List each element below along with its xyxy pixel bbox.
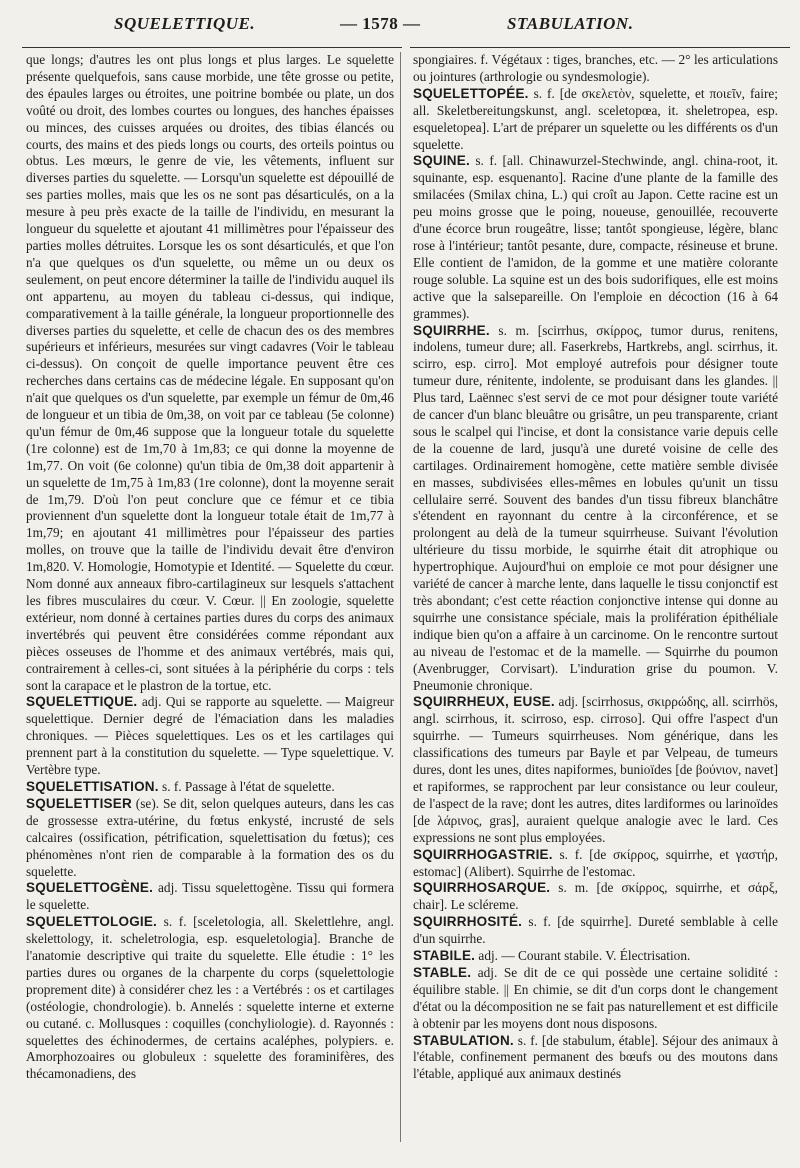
entry-headword: SQUIRRHOGASTRIE. (413, 846, 553, 862)
entry-body: que longs; d'autres les ont plus longs et plus larges. Le squelette présente quelquefois, sans cause morbide, une tête grosse ou petite, des épaules larges ou étroites, une poitrine bombée ou plate, un dos voûté ou droit, des lombes courtes ou longues, des hanches épaisses ou minces, des cuisses arquées ou droites, des tibias élancés ou courts, des mains et des pieds longs ou courts, des orteils pointus ou obtus. Les mœurs, le genre de vie, les vêtements, influent sur diverses parties du squelette. — Lorsqu'un squelette est dépouillé de ses parties molles, mais que les os ne sont pas désarticulés, on a la mesure à peu près exacte de la taille de l'individu, en mesurant la longueur du squelette et ajoutant 41 millimètres pour l'épaisseur des parties molles détruites. Lorsque les os sont désarticulés, et que l'on n'a que quelques os d'un squelette, ou même un ou deux os seulement, on peut encore déterminer la taille de l'individu auquel ils ont appartenu, au moyen du tableau ci-dessus, qui indique, comparativement à la taille générale, la longueur proportionnelle des diverses parties du squelette, et celle de chacun des os des membres supérieurs et inférieurs, mesurées sur vingt cadavres (Voir le tableau ci-dessus). On conçoit de quelle importance peuvent être ces recherches dans certains cas de médecine légale. En supposant qu'on n'ait que quelques os d'un squelette, par exemple un fémur de 0m,46 de longueur et un tibia de 0m,38, on voit par ce tableau (5e colonne) qu'un fémur de 0m,46 suppose que la longueur totale du squelette (1re colonne) est de 1m,70 à 1m,83; ce qui donne la moyenne de 1m,77. On voit (6e colonne) qu'un tibia de 0m,38 doit appartenir à un squelette de 1m,75 à 1m,83 (1re colonne), dont la moyenne serait de 1m,79. D'où l'on peut conclure que ce fémur et ce tibia proviennent d'un squelette dont la longueur totale était de 1m,77 à 1m,79; en ajoutant 41 millimètres pour l'épaisseur des parties molles, on trouve que la taille de l'individu devait être d'environ 1m,820. V. Homologie, Homotypie et Identité. — Squelette du cœur. Nom donné aux anneaux fibro-cartilagineux sur lesquels s'attachent les fibres musculaires du cœur. V. Cœur. || En zoologie, squelette extérieur, nom donné à certaines parties dures du corps des animaux invertébrés qui peuvent être considérées comme répondant aux pièces osseuses de l'homme et des animaux vertébrés, mais qui, contrairement à celles-ci, sont situées à la périphérie du corps : tels sont la carapace et le plastron de la tortue, etc. (26, 52, 394, 693)
dictionary-entry (413, 1033, 778, 1084)
column-divider (400, 52, 401, 1142)
entry-headword: SQUELETTIQUE. (26, 694, 138, 710)
entry-headword: SQUELETTISATION. (26, 778, 159, 794)
header-left-word: SQUELETTIQUE. (114, 14, 256, 33)
entry-body: spongiaires. f. Végétaux : tiges, branches, etc. — 2° les articulations ou jointures (arthrologie ou syndesmologie). (413, 52, 778, 84)
dictionary-entry (26, 779, 394, 796)
dictionary-entry (413, 86, 778, 154)
entry-headword: SQUELETTOPÉE. (413, 85, 529, 101)
dictionary-entry (413, 323, 778, 695)
entry-body: s. f. [sceletologia, all. Skelettlehre, angl. skelettology, it. scheletrologia, esp. esqueletologia]. Branche de l'anatomie descriptive qui traite du squelette. Elle étudie : 1° les parties dures ou organes de la charpente du corps (squelettologie proprement dite) à considérer chez les : a Vertébrés : os et cartilages (ostéologie, chondrologie). b. Annelés : squelette interne et externe ou cutané. c. Mollusques : coquilles (conchyliologie). d. Rayonnés : squelettes des échinodermes, de certains acaléphes, polypiers. e. Amorphozoaires ou globuleux : squelette des foraminifères, des thécamonadiens, des (26, 914, 394, 1082)
dictionary-entry (26, 914, 394, 1083)
entry-headword: SQUIRRHOSARQUE. (413, 880, 551, 896)
dictionary-entry (26, 796, 394, 881)
dictionary-entry (413, 847, 778, 881)
header-rule-right (410, 47, 790, 48)
entry-body: adj. Se dit de ce qui possède une certaine solidité : équilibre stable. || En chimie, se dit d'un corps dont le changement d'état ou la décomposition ne se fait pas naturellement et est difficile à obtenir par les moyens dont nous disposons. (413, 964, 778, 1031)
entry-body: adj. Tissu squelettogène. Tissu qui formera le squelette. (26, 880, 394, 913)
header-right-word: STABULATION. (507, 14, 634, 33)
entry-headword: SQUELETTISER (26, 795, 132, 811)
dictionary-entry (413, 880, 778, 914)
dictionary-entry (413, 948, 778, 965)
entry-headword: SQUINE. (413, 153, 470, 169)
entry-body: s. f. [de stabulum, étable]. Séjour des animaux à l'étable, confinement permanent des bœufs ou des moutons dans l'étable, appliqué aux animaux destinés (413, 1032, 778, 1082)
left-column (26, 52, 394, 1083)
entry-headword: SQUELETTOGÈNE. (26, 880, 154, 896)
entry-body: s. f. [all. Chinawurzel-Stechwinde, angl. china-root, it. squinante, esp. esquenanto]. Racine d'une plante de la famille des smilacées (Smilax china, L.) qui croît au Japon. Cette racine est un peu moins grosse que le poing, noueuse, genouillée, recouverte d'une écorce brun rougeâtre, lisse; tantôt spongieuse, légère, blanc rose à l'intérieur; tantôt pesante, dure, compacte, résineuse et brune. Elle contient de l'amidon, de la gomme et une matière colorante rouge soluble. La squine est un des bois sudorifiques, elle est moins active que la salsepareille. On l'emploie en décoction (16 à 64 grammes). (413, 153, 778, 321)
entry-body: adj. [scirrhosus, σκιρρώδης, all. scirrhös, angl. scirrhous, it. scirroso, esp. cirroso]. Qui offre l'aspect d'un squirrhe. — Tumeurs squirrheuses. Nom générique, dans les classifications des tumeurs par Bayle et par Velpeau, de tumeurs dures, dont les unes, dites napiformes, bunioïdes [de βούνιον, navet] et rapiformes, se rapprochent par leur consistance ou leur couleur, de l'aspect de la rave; dont les autres, dites lardiformes ou larinoïdes [de λάρινος, gras], auraient quelque analogie avec le lard. Ces expressions ne sont plus employées. (413, 694, 778, 845)
entry-body: adj. — Courant stabile. V. Électrisation. (475, 948, 691, 964)
entry-body: adj. Qui se rapporte au squelette. — Maigreur squelettique. Dernier degré de l'émaciation dans les maladies chroniques. — Pièces squelettiques. Les os et les cartilages qui prennent part à la constitution du squelette. — Type squelettique. V. Vertèbre type. (26, 694, 394, 778)
dictionary-entry (26, 694, 394, 779)
entry-headword: SQUIRRHE. (413, 322, 490, 338)
right-column (413, 52, 778, 1083)
header-rule-left (22, 47, 402, 48)
dictionary-entry (413, 153, 778, 322)
dictionary-entry (26, 880, 394, 914)
entry-headword: STABULATION. (413, 1032, 514, 1048)
dictionary-entry (413, 965, 778, 1033)
dictionary-entry (413, 914, 778, 948)
entry-body: s. f. [de σκελετὸν, squelette, et ποιεῖν, faire; all. Skeletbereitungskunst, angl. sceletopœa, it. sheletropea, esp. esqueletopea]. L'art de préparer un squelette ou les différents os d'un squelette. (413, 85, 778, 152)
entry-body: s. f. [de σκίρρος, squirrhe, et γαστήρ, estomac] (Alibert). Squirrhe de l'estomac. (413, 846, 778, 879)
dictionary-entry (413, 694, 778, 846)
entry-headword: SQUIRRHOSITÉ. (413, 914, 523, 930)
entry-headword: STABILE. (413, 948, 476, 964)
page-number: — 1578 — (340, 14, 421, 33)
entry-headword: SQUIRRHEUX, EUSE. (413, 694, 555, 710)
dictionary-entry (26, 52, 394, 694)
entry-body: s. f. Passage à l'état de squelette. (158, 778, 335, 794)
entry-headword: STABLE. (413, 964, 472, 980)
entry-body: s. m. [de σκίρρος, squirrhe, et σάρξ, chair]. Le scléreme. (413, 880, 778, 913)
entry-body: s. m. [scirrhus, σκίρρος, tumor durus, renitens, indolens, tumeur dure; all. Faserkrebs, Hartkrebs, angl. scirrhus, it. scirro, esp. cirro]. Mot employé autrefois pour désigner toute tumeur dure, rénitente, indolente, se produisant dans les glandes. || Plus tard, Laënnec s'est servi de ce mot pour désigner toute variété de cancer d'un blanc bleuâtre ou grisâtre, un peu transparente, criant sous le scalpel qui l'incise, et dont la consistance varie depuis celle de la couenne de lard, jusqu'à une dureté voisine de celle des cartilages. Ordinairement homogène, cette matière semble divisée en masses, subdivisées elles-mêmes en lobules qu'unit un tissu cellulaire serré. Souvent des bandes d'un tissu fibreux blanchâtre s'étendent en rayonnant du centre à la circonférence, et se prolongent au delà de la tumeur squirrheuse. Suivant l'évolution ultérieure du tissu morbide, le squirrhe était dit atrophique ou hypertrophique. Aujourd'hui on emploie ce mot pour désigner une variété de cancer à marche lente, dans laquelle le tissu conjonctif est très abondant; c'est cette réaction conjonctive intense qui donne au squirrhe une consistance spéciale, mais la prolifération épithéliale indique bien qu'on a affaire à un carcinome. On le rencontre surtout au niveau de l'estomac et de la mamelle. — Squirrhe du poumon (Avenbrugger, Corvisart). L'induration grise du poumon. V. Pneumonie chronique. (413, 322, 778, 693)
entry-headword: SQUELETTOLOGIE. (26, 914, 158, 930)
entry-body: (se). Se dit, selon quelques auteurs, dans les cas de grossesse extra-utérine, du fœtus enkysté, incrusté de sels calcaires (ossification, pétrification, squelettisation du fœtus); ces phénomènes n'ont rien de comparable à la formation des os du squelette. (26, 795, 394, 879)
dictionary-entry (413, 52, 778, 86)
entry-body: s. f. [de squirrhe]. Dureté semblable à celle d'un squirrhe. (413, 914, 778, 947)
running-head (0, 14, 800, 44)
